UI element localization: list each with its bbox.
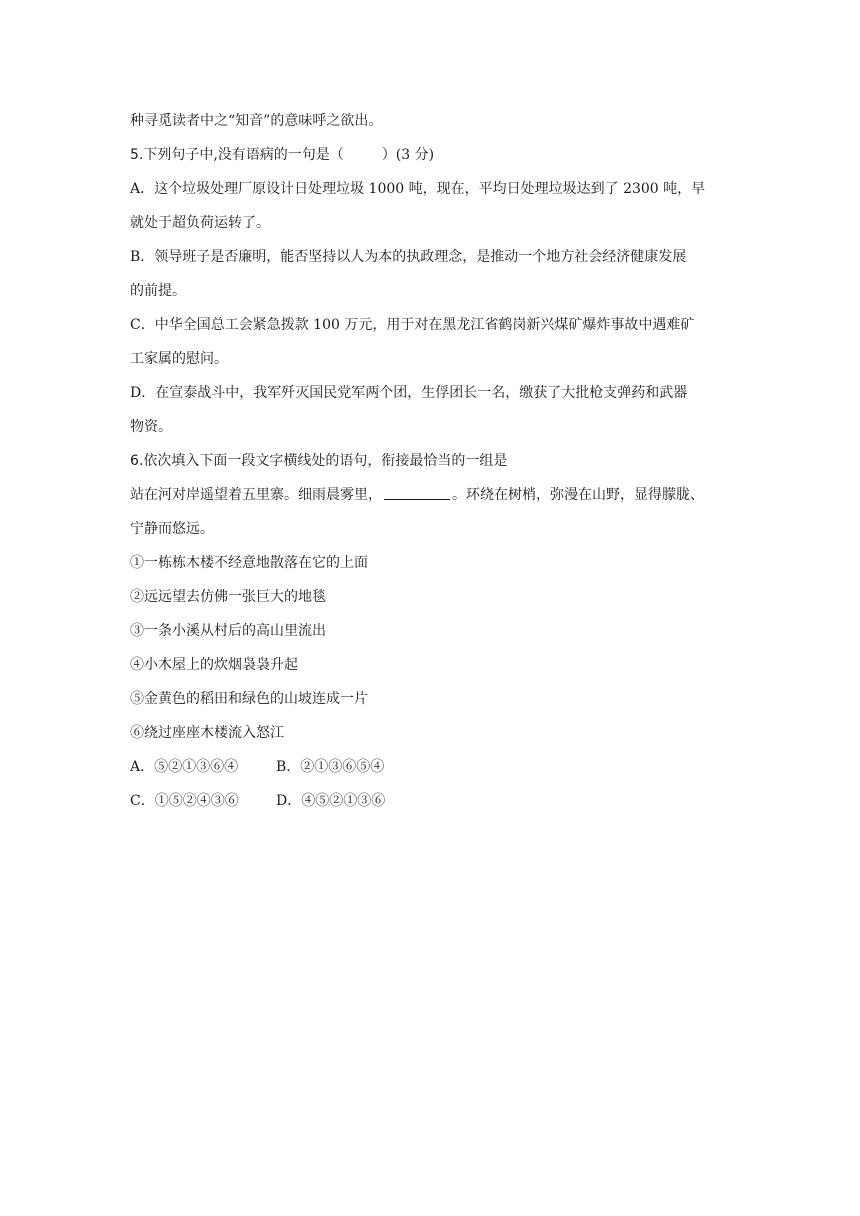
q6-choice-c: C．①⑤②④③⑥ (130, 793, 239, 809)
q6-item-1: ①一栋栋木楼不经意地散落在它的上面 (130, 555, 368, 571)
document-body (130, 104, 735, 818)
question-5-stem-after: ）(3 分) (381, 147, 435, 163)
q6-choice-d: D．④⑤②①③⑥ (276, 793, 386, 809)
q6-choice-a: A．⑤②①③⑥④ (130, 759, 239, 775)
question-6-stem (130, 444, 735, 478)
q6-passage-line2: 宁静而悠远。 (130, 521, 214, 537)
q5-option-d-line1: D．在宣泰战斗中，我军歼灭国民党军两个团，生俘团长一名，缴获了大批枪支弹药和武器 (130, 385, 688, 401)
question-6-stem-text: 依次填入下面一段文字横线处的语句，衔接最恰当的一组是 (143, 453, 508, 469)
question-5-stem-before: 下列句子中,没有语病的一句是（ (143, 147, 344, 163)
q6-passage-before: 站在河对岸遥望着五里寨。细雨晨雾里， (130, 487, 382, 503)
q6-choice-row-1 (130, 750, 735, 784)
q6-passage-line1 (130, 478, 735, 512)
q6-item-2: ②远远望去仿佛一张巨大的地毯 (130, 589, 326, 605)
q5-option-c-line2: 工家属的慰问。 (130, 351, 228, 367)
q5-option-c-line1: C．中华全国总工会紧急拨款 100 万元，用于对在黑龙江省鹤岗新兴煤矿爆炸事故中遇难矿 (130, 317, 695, 333)
question-5-stem (130, 138, 735, 172)
question-6-number: 6. (130, 453, 144, 469)
q5-option-a-line2: 就处于超负荷运转了。 (130, 215, 270, 231)
q6-item-4: ④小木屋上的炊烟袅袅升起 (130, 657, 298, 673)
q6-item-3: ③一条小溪从村后的高山里流出 (130, 623, 326, 639)
q5-option-d-line2: 物资。 (130, 419, 172, 435)
q6-passage-after: 。环绕在树梢，弥漫在山野，显得朦胧、 (452, 487, 704, 503)
intro-tail-text: 种寻觅读者中之“知音”的意味呼之欲出。 (130, 113, 383, 129)
q5-option-a-line1: A．这个垃圾处理厂原设计日处理垃圾 1000 吨，现在，平均日处理垃圾达到了 2300 吨，早 (130, 181, 706, 197)
q5-option-b-line1: B．领导班子是否廉明，能否坚持以人为本的执政理念，是推动一个地方社会经济健康发展 (130, 249, 687, 265)
q6-item-6: ⑥绕过座座木楼流入怒江 (130, 725, 284, 741)
q6-choice-b: B．②①③⑥⑤④ (276, 759, 385, 775)
q5-option-b-line2: 的前提。 (130, 283, 186, 299)
q6-item-5: ⑤金黄色的稻田和绿色的山坡连成一片 (130, 691, 368, 707)
q6-choice-row-2 (130, 784, 735, 818)
question-5-number: 5. (130, 147, 144, 163)
fill-in-blank (384, 485, 450, 500)
